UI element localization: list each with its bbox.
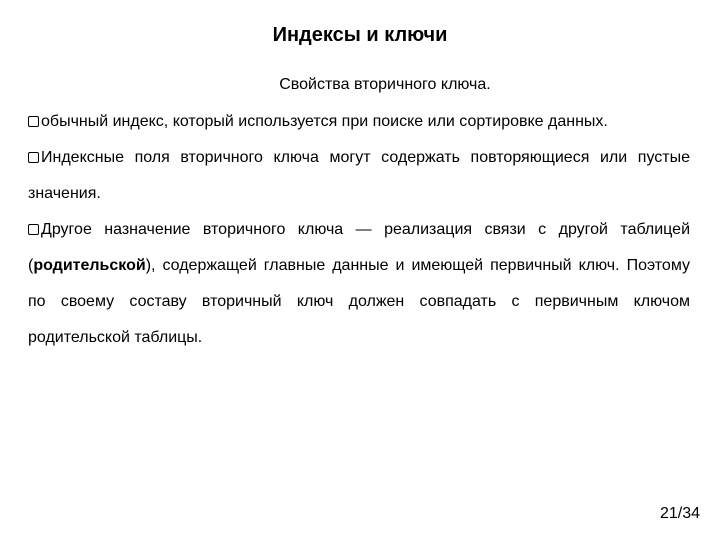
checkbox-bullet-icon — [28, 224, 39, 235]
bullet-item-2 — [28, 140, 690, 212]
bullet-text: Индексные поля вторичного ключа могут содержать повторяющиеся или пустые значения. — [28, 149, 690, 202]
slide-title: Индексы и ключи — [272, 24, 448, 46]
bullet-text-after: ), содержащей главные данные и имеющей первичный ключ. Поэтому по своему составу вторичный ключ должен совпадать с первичным ключом родительской таблицы. — [28, 257, 690, 346]
page-number: 21/34 — [659, 505, 700, 522]
bullet-text-bold: родительской — [33, 257, 146, 274]
slide-subtitle: Свойства вторичного ключа. — [279, 76, 491, 93]
bullet-text: обычный индекс, который используется при поиске или сортировке данных. — [41, 113, 608, 130]
bullet-text-before: Другое назначение вторичного ключа — реализация связи с другой таблицей ( — [28, 221, 690, 274]
bullet-list — [28, 104, 690, 356]
checkbox-bullet-icon — [28, 116, 39, 127]
bullet-item-3 — [28, 212, 690, 356]
bullet-item-1 — [28, 104, 690, 140]
checkbox-bullet-icon — [28, 152, 39, 163]
